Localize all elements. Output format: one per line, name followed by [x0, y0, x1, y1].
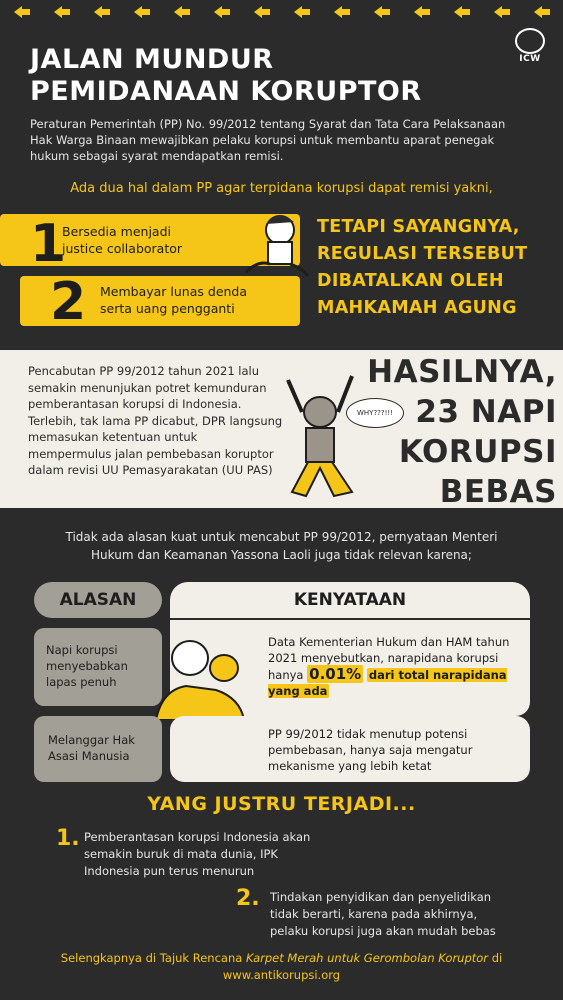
result-headline [352, 352, 557, 512]
result-line-1: HASILNYA, [367, 354, 557, 390]
condition-text-2: Membayar lunas denda serta uang pengganti [100, 284, 248, 316]
crowded-figures-illustration [152, 628, 248, 720]
condition-number-2: 2 [50, 272, 87, 332]
reason-text-1: Napi korupsi menyebabkan lapas penuh [46, 643, 128, 689]
result-line-3: KORUPSI [398, 434, 557, 470]
condition-text-1: Bersedia menjadi justice collaborator [62, 224, 183, 256]
footer [0, 950, 563, 984]
fact-text-2: PP 99/2012 tidak menutup potensi pembebasan, hanya saja mengatur mekanisme yang lebih ketat [268, 727, 473, 773]
fact-1-pre: Data Kementerian Hukum dan HAM tahun 2021 menyebutkan, narapidana korupsi hanya [268, 635, 510, 682]
angry-figure-illustration [282, 372, 360, 504]
logo-emblem-icon [515, 28, 545, 54]
fact-1-percentage: 0.01% [309, 665, 362, 683]
however-line-2: REGULASI TERSEBUT [317, 244, 528, 264]
however-line-1: TETAPI SAYANGNYA, [317, 217, 520, 237]
why-speech-bubble: WHY???!!! [346, 398, 404, 428]
page-title-line1: JALAN MUNDUR [30, 44, 274, 75]
sitting-figure-illustration [238, 210, 312, 280]
reason-box-1 [34, 628, 162, 706]
fact-box-2 [170, 716, 530, 782]
reason-text-2: Melanggar Hak Asasi Manusia [48, 733, 135, 763]
footer-url-link[interactable]: www.antikorupsi.org [222, 968, 341, 982]
intro-paragraph: Peraturan Pemerintah (PP) No. 99/2012 tentang Syarat dan Tata Cara Pelaksanaan Hak Warga Binaan mewajibkan pelaku korupsi untuk membantu aparat penegak hukum sebagai syarat mendapatkan remisi. [30, 117, 506, 163]
mid-text: Tidak ada alasan kuat untuk mencabut PP 99/2012, pernyataan Menteri Hukum dan Keamanan Yassona Laoli juga tidak relevan karena; [65, 530, 498, 562]
consequence-heading: YANG JUSTRU TERJADI... [147, 793, 416, 815]
footer-line-1 [0, 950, 563, 967]
band-paragraph: Pencabutan PP 99/2012 tahun 2021 lalu semakin menunjukan potret kemunduran pemberantasan korupsi di Indonesia. Terlebih, tak lama PP dicabut, DPR langsung memasukan ketentuan untuk mempermulus jalan pembebasan koruptor dalam revisi UU Pemasyarakatan (UU PAS) [28, 364, 283, 477]
logo-text: ICW [519, 54, 541, 64]
consequence-number-2: 2. [236, 886, 260, 911]
fact-text-1 [268, 634, 513, 699]
column-header-kenyataan: KENYATAAN [170, 582, 530, 618]
footer-post: di [491, 951, 503, 965]
reason-box-2 [34, 716, 162, 782]
however-line-4: MAHKAMAH AGUNG [317, 298, 517, 318]
column-header-alasan: ALASAN [34, 582, 162, 618]
lead-sentence: Ada dua hal dalam PP agar terpidana korupsi dapat remisi yakni, [70, 181, 493, 196]
consequence-text-2: Tindakan penyidikan dan penyelidikan tidak berarti, karena pada akhirnya, pelaku korupsi juga akan mudah bebas [270, 890, 496, 938]
page-title-line2: PEMIDANAAN KORUPTOR [30, 76, 422, 107]
footer-pre: Selengkapnya di Tajuk Rencana [60, 951, 243, 965]
result-line-2: 23 NAPI [415, 394, 557, 430]
icw-logo [513, 28, 547, 64]
condition-number-1: 1 [30, 214, 67, 274]
mid-paragraph [0, 528, 563, 564]
consequence-number-1: 1. [56, 826, 80, 851]
result-line-4: BEBAS [439, 474, 557, 510]
consequence-text-1: Pemberantasan korupsi Indonesia akan semakin buruk di mata dunia, IPK Indonesia pun terus menurun [84, 830, 311, 878]
however-line-3: DIBATALKAN OLEH [317, 271, 504, 291]
arrow-row-decoration [0, 4, 563, 20]
footer-article-title: Karpet Merah untuk Gerombolan Koruptor [245, 951, 489, 965]
fact-1-post: dari total narapidana yang ada [268, 668, 507, 698]
